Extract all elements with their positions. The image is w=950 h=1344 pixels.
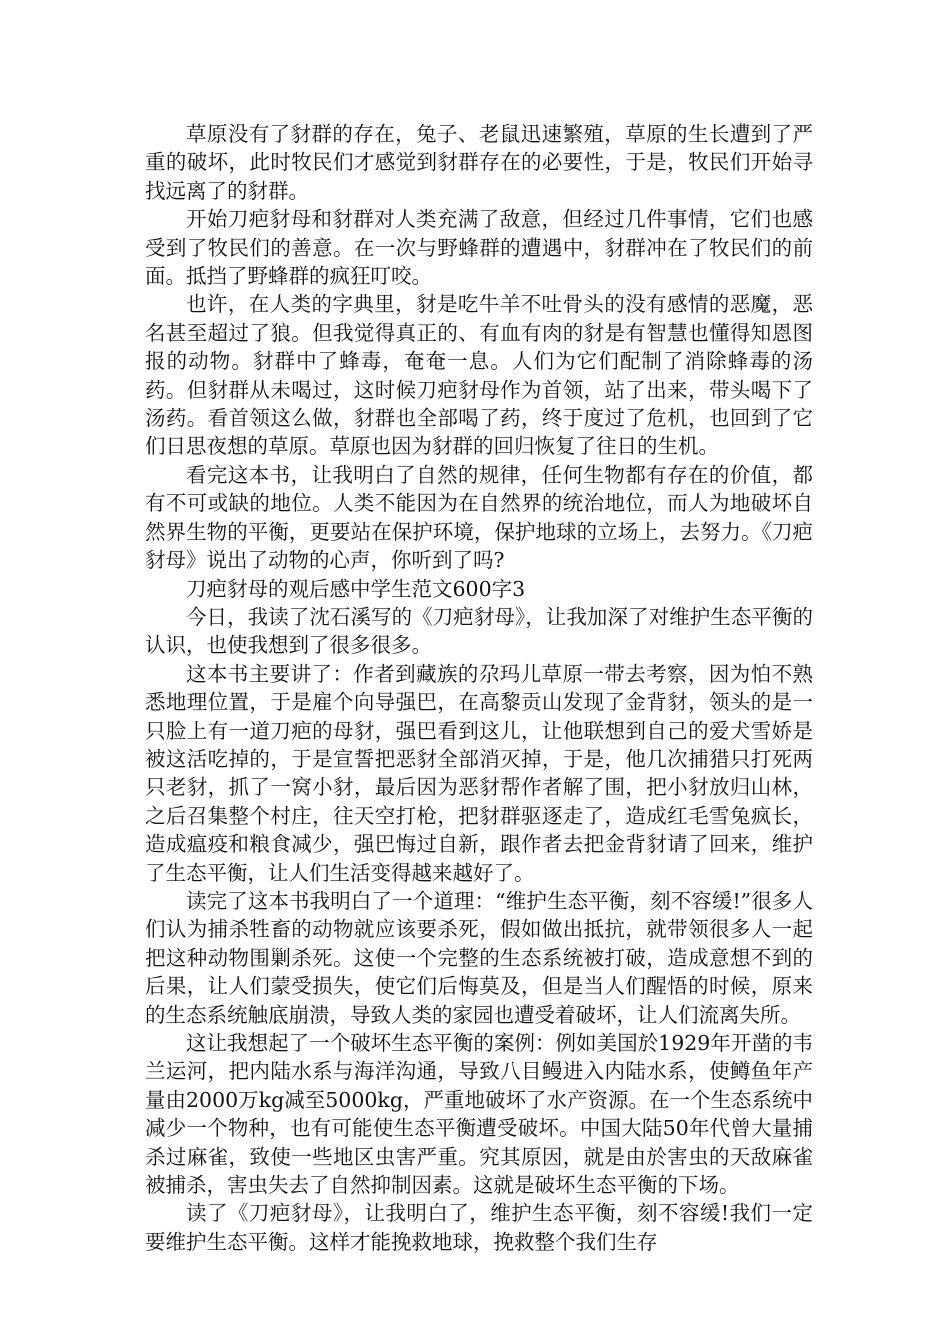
paragraph: 看完这本书，让我明白了自然的规律，任何生物都有存在的价值，都有不可或缺的地位。人类不能因为在自然界的统治地位，而人为地破坏自然界生物的平衡，更要站在保护环境，保护地球的立场上，去努力。《刀疤豺母》说出了动物的心声，你听到了吗? [145, 462, 813, 573]
paragraph: 也许，在人类的字典里，豺是吃牛羊不吐骨头的没有感情的恶魔，恶名甚至超过了狼。但我觉得真正的、有血有肉的豺是有智慧也懂得知恩图报的动物。豺群中了蜂毒，奄奄一息。人们为它们配制了消除蜂毒的汤药。但豺群从未喝过，这时候刀疤豺母作为首领，站了出来，带头喝下了汤药。看首领这么做，豺群也全部喝了药，终于度过了危机，也回到了它们日思夜想的草原。草原也因为豺群的回归恢复了往日的生机。 [145, 292, 813, 459]
paragraph: 草原没有了豺群的存在，兔子、老鼠迅速繁殖，草原的生长遭到了严重的破坏，此时牧民们才感觉到豺群存在的必要性，于是，牧民们开始寻找远离了的豺群。 [145, 122, 813, 203]
section-heading: 刀疤豺母的观后感中学生范文600字3 [186, 576, 526, 601]
paragraph: 这让我想起了一个破坏生态平衡的案例：例如美国於1929年开凿的韦兰运河，把内陆水系与海洋沟通，导致八目鳗进入内陆水系，使鳟鱼年产量由2000万kg减至5000kg，严重地破坏了水产资源。在一个生态系统中减少一个物种，也有可能使生态平衡遭受破坏。中国大陆50年代曾大量捕杀过麻雀，致使一些地区虫害严重。究其原因，就是由於害虫的天敌麻雀被捕杀，害虫失去了自然抑制因素。这就是破坏生态平衡的下场。 [145, 1031, 813, 1198]
paragraph: 读了《刀疤豺母》，让我明白了，维护生态平衡，刻不容缓!我们一定要维护生态平衡。这样才能挽救地球，挽救整个我们生存 [145, 1201, 813, 1254]
paragraph: 读完了这本书我明白了一个道理：“维护生态平衡，刻不容缓!”很多人们认为捕杀牲畜的动物就应该要杀死，假如做出抵抗，就带领很多人一起把这种动物围剿杀死。这使一个完整的生态系统被打破，造成意想不到的后果，让人们蒙受损失，使它们后悔莫及，但是当人们醒悟的时候，原来的生态系统触底崩溃，导致人类的家园也遭受着破坏，让人们流离失所。 [145, 888, 813, 1027]
paragraph: 这本书主要讲了：作者到藏族的尕玛儿草原一带去考察，因为怕不熟悉地理位置，于是雇个向导强巴，在高黎贡山发现了金背豺，领头的是一只脸上有一道刀疤的母豺，强巴看到这儿，让他联想到自己的爱犬雪娇是被这活吃掉的，于是宣誓把恶豺全部消灭掉，于是，他几次捕猎只打死两只老豺，抓了一窝小豺，最后因为恶豺帮作者解了围，把小豺放归山林，之后召集整个村庄，往天空打枪，把豺群驱逐走了，造成红毛雪兔疯长，造成瘟疫和粮食减少，强巴悔过自新，跟作者去把金背豺请了回来，维护了生态平衡，让人们生活变得越来越好了。 [145, 661, 813, 885]
paragraph: 今日，我读了沈石溪写的《刀疤豺母》，让我加深了对维护生态平衡的认识，也使我想到了很多很多。 [145, 604, 813, 658]
paragraph: 开始刀疤豺母和豺群对人类充满了敌意，但经过几件事情，它们也感受到了牧民们的善意。在一次与野蜂群的遭遇中，豺群冲在了牧民们的前面。抵挡了野蜂群的疯狂叮咬。 [145, 207, 813, 289]
document-page [145, 120, 813, 1256]
